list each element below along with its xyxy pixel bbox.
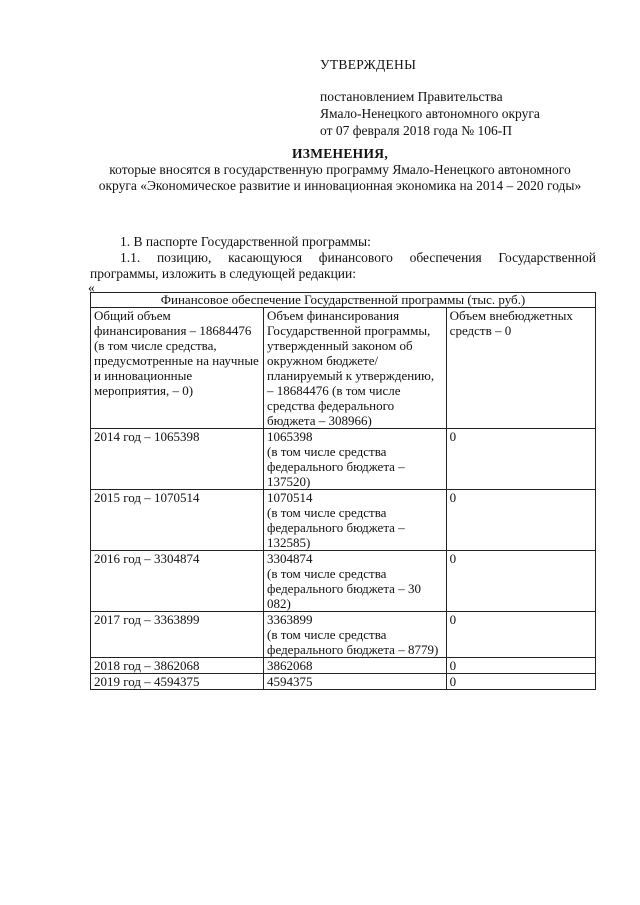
approval-line-3: от 07 февраля 2018 года № 106-П bbox=[320, 123, 512, 138]
row-amount: 3304874 bbox=[267, 551, 313, 566]
row-extrabudget-cell: 0 bbox=[446, 490, 595, 551]
row-amount: 1065398 bbox=[267, 429, 313, 444]
row-federal-note: (в том числе средства федерального бюджета – 30 082) bbox=[267, 566, 421, 611]
row-amount-cell bbox=[264, 612, 447, 658]
document-title: ИЗМЕНЕНИЯ, bbox=[291, 146, 388, 161]
table-row bbox=[91, 612, 596, 658]
table-row bbox=[91, 658, 596, 674]
approval-block bbox=[320, 56, 540, 139]
table-row bbox=[91, 490, 596, 551]
financing-table bbox=[90, 292, 596, 690]
row-extrabudget-cell: 0 bbox=[446, 612, 595, 658]
row-amount: 1070514 bbox=[267, 490, 313, 505]
row-federal-note: (в том числе средства федерального бюджета – 8779) bbox=[267, 627, 439, 657]
column-program-financing: Объем финансирования Государственной программы, утвержденный законом об окружном бюджете/планируемый к утверждению, – 18684476 (в том числе средства федерального бюджета – 308966) bbox=[264, 308, 447, 429]
row-extrabudget-cell: 0 bbox=[446, 674, 595, 690]
row-year-cell: 2016 год – 3304874 bbox=[91, 551, 264, 612]
row-federal-note: (в том числе средства федерального бюджета – 137520) bbox=[267, 444, 405, 489]
row-year-cell: 2018 год – 3862068 bbox=[91, 658, 264, 674]
approval-line-1: постановлением Правительства bbox=[320, 89, 503, 104]
row-amount-cell bbox=[264, 490, 447, 551]
row-year-cell: 2017 год – 3363899 bbox=[91, 612, 264, 658]
paragraph-2: 1.1. позицию, касающуюся финансового обеспечения Государственной программы, изложить в следующей редакции: bbox=[90, 250, 596, 281]
row-amount-cell: 3862068 bbox=[264, 658, 447, 674]
document-subtitle: которые вносятся в государственную программу Ямало-Ненецкого автономного округа «Экономическое развитие и инновационная экономика на 2014 – 2020 годы» bbox=[98, 162, 582, 193]
row-amount: 3363899 bbox=[267, 612, 313, 627]
column-extrabudget: Объем внебюджетных средств – 0 bbox=[446, 308, 595, 429]
row-extrabudget-cell: 0 bbox=[446, 658, 595, 674]
body-text bbox=[90, 234, 596, 282]
column-total-financing: Общий объем финансирования – 18684476 (в том числе средства, предусмотренные на научные и инновационные мероприятия, – 0) bbox=[91, 308, 264, 429]
row-extrabudget-cell: 0 bbox=[446, 429, 595, 490]
open-quote: « bbox=[88, 280, 95, 295]
row-amount-cell bbox=[264, 429, 447, 490]
row-year-cell: 2014 год – 1065398 bbox=[91, 429, 264, 490]
table-columns-row bbox=[91, 308, 596, 429]
row-amount-cell bbox=[264, 551, 447, 612]
table-row bbox=[91, 674, 596, 690]
table-header-row bbox=[91, 293, 596, 308]
row-year-cell: 2015 год – 1070514 bbox=[91, 490, 264, 551]
table-header: Финансовое обеспечение Государственной программы (тыс. руб.) bbox=[91, 293, 596, 308]
document-heading bbox=[90, 146, 590, 194]
row-year-cell: 2019 год – 4594375 bbox=[91, 674, 264, 690]
table-row bbox=[91, 551, 596, 612]
approval-line-2: Ямало-Ненецкого автономного округа bbox=[320, 106, 540, 121]
table-row bbox=[91, 429, 596, 490]
approval-title: УТВЕРЖДЕНЫ bbox=[320, 57, 417, 72]
row-extrabudget-cell: 0 bbox=[446, 551, 595, 612]
row-federal-note: (в том числе средства федерального бюджета – 132585) bbox=[267, 505, 405, 550]
row-amount-cell: 4594375 bbox=[264, 674, 447, 690]
paragraph-1: 1. В паспорте Государственной программы: bbox=[120, 234, 371, 249]
